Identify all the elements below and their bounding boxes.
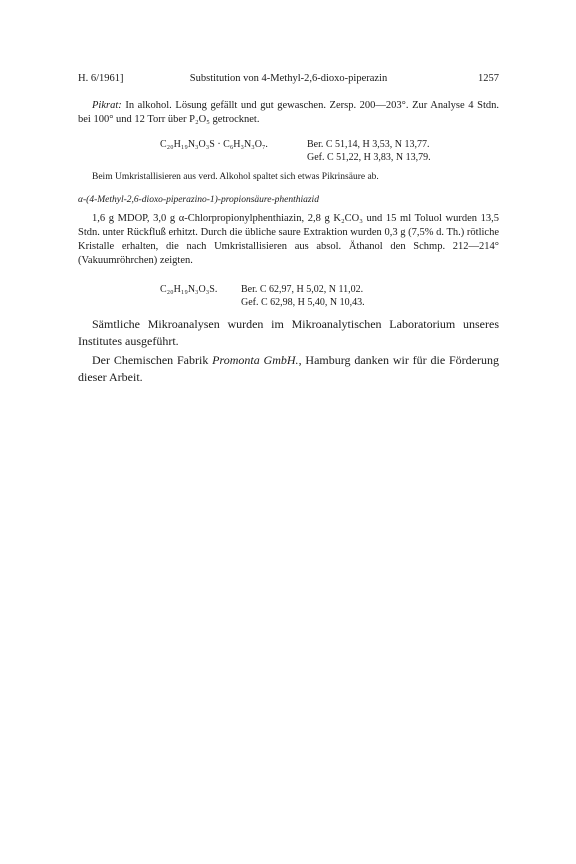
analysis1-calculated: Ber. C 51,14, H 3,53, N 13,77. [307, 139, 430, 150]
analysis1-formula: C₂₀H₁₉N₃O₃S · C₆H₃N₃O₇. [160, 139, 268, 150]
procedure-paragraph: 1,6 g MDOP, 3,0 g α-Chlorpropionylphenthiazin, 2,8 g K₂CO₃ und 15 ml Toluol wurden 13,5 Stdn. unter Rückfluß erhitzt. Durch die übliche saure Extraktion wurden 0,3 g (7,5% d. Th.) rötliche Kristalle erhalten, die nach Umkristallisieren aus absol. Äthanol den Schmp. 212—214° (Vakuumröhrchen) zeigten. [78, 213, 499, 266]
recrystallization-note: Beim Umkristallisieren aus verd. Alkohol spaltet sich etwas Pikrinsäure ab. [92, 172, 379, 182]
running-header [78, 73, 499, 87]
analysis2-formula: C₂₀H₁₉N₃O₃S. [160, 284, 218, 295]
company-name: Promonta GmbH. [212, 353, 299, 367]
pikrat-paragraph [78, 99, 499, 127]
running-title: Substitution von 4-Methyl-2,6-dioxo-piperazin [189, 73, 388, 84]
microanalysis-paragraph: Sämtliche Mikroanalysen wurden im Mikroanalytischen Laboratorium unseres Institutes ausgeführt. [78, 317, 499, 348]
page-number: 1257 [478, 73, 499, 84]
pikrat-text: In alkohol. Lösung gefällt und gut gewaschen. Zersp. 200—203°. Zur Analyse 4 Stdn. bei 100° und 12 Torr über P₂O₅ getrocknet. [78, 100, 499, 125]
pikrat-label: Pikrat: [92, 100, 122, 111]
journal-issue: H. 6/1961] [78, 73, 124, 84]
analysis2-calculated: Ber. C 62,97, H 5,02, N 11,02. [241, 284, 364, 295]
analysis2-found: Gef. C 62,98, H 5,40, N 10,43. [241, 297, 365, 308]
acknowledgement-end: , Hamburg danken wir für die Förderung dieser Arbeit. [78, 353, 499, 384]
acknowledgement-start: Der Chemischen Fabrik [92, 353, 213, 367]
analysis1-found: Gef. C 51,22, H 3,83, N 13,79. [307, 152, 431, 163]
acknowledgement-paragraph [78, 352, 499, 386]
compound-title: α-(4-Methyl-2,6-dioxo-piperazino-1)-propionsäure-phenthiazid [78, 195, 319, 205]
